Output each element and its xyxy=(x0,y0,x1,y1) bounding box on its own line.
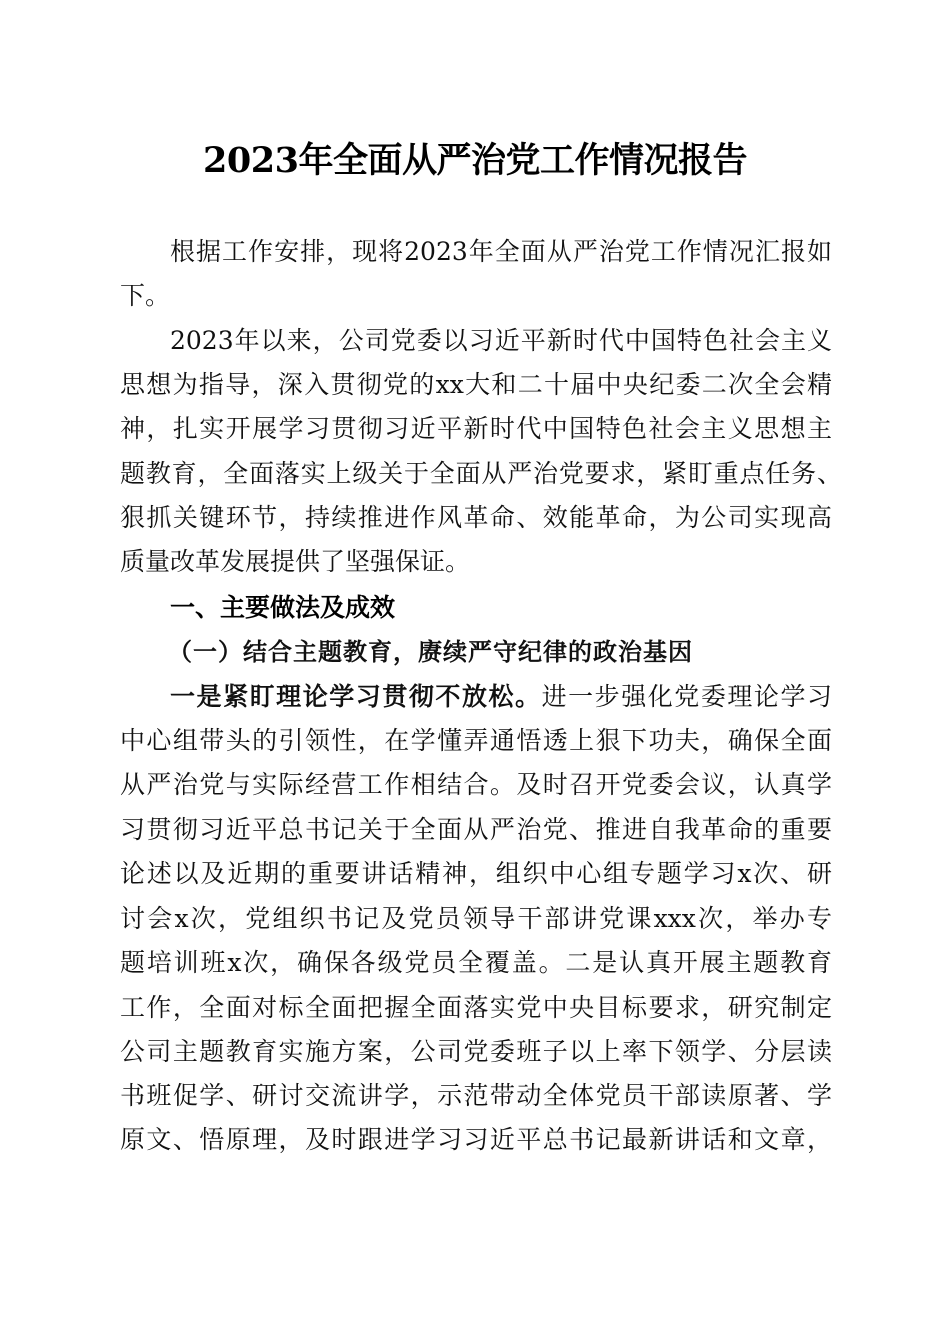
section-paragraph-line-1 xyxy=(170,677,832,717)
document-title: 2023年全面从严治党工作情况报告 xyxy=(203,140,747,181)
section-paragraph-line-10: 书班促学、研讨交流讲学，示范带动全体党员干部读原著、学 xyxy=(120,1081,832,1110)
section-paragraph-line-5: 论述以及近期的重要讲话精神，组织中心组专题学习x次、研 xyxy=(120,859,832,888)
section-paragraph-line-2: 中心组带头的引领性，在学懂弄通悟透上狠下功夫，确保全面 xyxy=(120,726,832,755)
section-paragraph-line-6: 讨会x次，党组织书记及党员领导干部讲党课xxx次，举办专 xyxy=(120,904,832,933)
paragraph-2-line-3: 神，扎实开展学习贯彻习近平新时代中国特色社会主义思想主 xyxy=(120,414,832,443)
paragraph-2-line-4: 题教育，全面落实上级关于全面从严治党要求，紧盯重点任务、 xyxy=(120,459,842,488)
paragraph-1-line-2: 下。 xyxy=(120,281,171,310)
subsection-heading: （一）结合主题教育，赓续严守纪律的政治基因 xyxy=(168,637,693,666)
paragraph-2-line-6: 质量改革发展提供了坚强保证。 xyxy=(120,547,471,576)
paragraph-2-line-1: 2023年以来，公司党委以习近平新时代中国特色社会主义 xyxy=(170,326,832,355)
paragraph-lead-phrase: 一是紧盯理论学习贯彻不放松。 xyxy=(170,682,542,711)
section-heading: 一、主要做法及成效 xyxy=(170,593,396,622)
section-paragraph-line-8: 工作，全面对标全面把握全面落实党中央目标要求，研究制定 xyxy=(120,993,832,1022)
section-paragraph-line-4: 习贯彻习近平总书记关于全面从严治党、推进自我革命的重要 xyxy=(120,815,832,844)
section-paragraph-line-9: 公司主题教育实施方案，公司党委班子以上率下领学、分层读 xyxy=(120,1037,832,1066)
paragraph-line-1-rest: 进一步强化党委理论学习 xyxy=(541,682,832,711)
paragraph-2-line-5: 狠抓关键环节，持续推进作风革命、效能革命，为公司实现高 xyxy=(120,503,832,532)
section-paragraph-line-7: 题培训班x次，确保各级党员全覆盖。二是认真开展主题教育 xyxy=(120,948,832,977)
paragraph-2-line-2: 思想为指导，深入贯彻党的xx大和二十届中央纪委二次全会精 xyxy=(120,370,832,399)
section-paragraph-line-3: 从严治党与实际经营工作相结合。及时召开党委会议，认真学 xyxy=(120,770,832,799)
section-paragraph-line-11: 原文、悟原理，及时跟进学习习近平总书记最新讲话和文章， xyxy=(120,1125,832,1154)
paragraph-1-line-1: 根据工作安排，现将2023年全面从严治党工作情况汇报如 xyxy=(170,237,832,266)
